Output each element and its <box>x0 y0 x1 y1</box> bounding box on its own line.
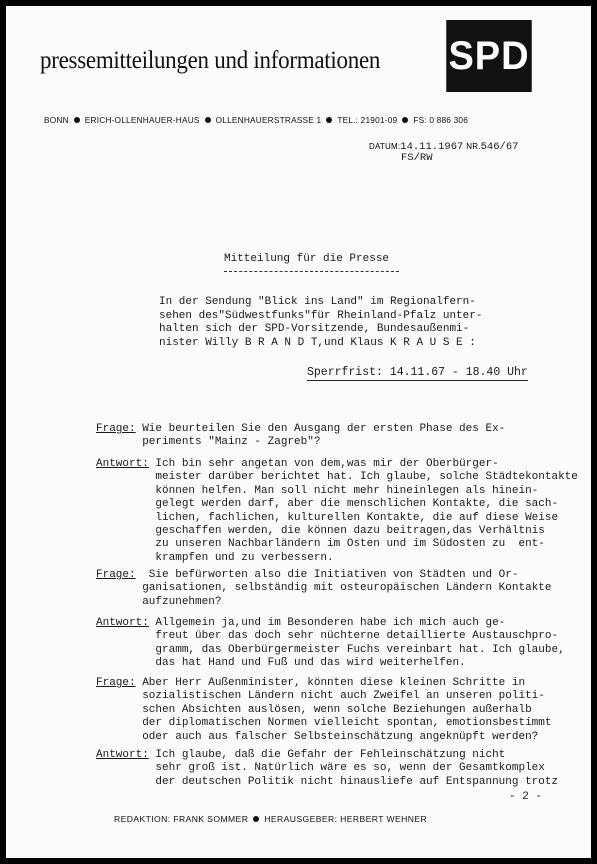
qa-text: Allgemein ja,und im Besonderen habe ich mich auch ge- freut über das doch sehr nüchterne detaillierte Austauschpro- gramm, das Oberbürgermeister Fuchs vereinbart hat. Ich glaube, das hat Hand und Fuß und das wird weiterhelfen. <box>155 617 565 670</box>
qa-block <box>96 617 566 671</box>
qa-block <box>96 569 566 609</box>
bullet-icon <box>402 117 408 123</box>
heading-underline <box>224 271 399 272</box>
datum-label: DATUM: <box>369 142 401 151</box>
nr-value: 546/67 <box>480 141 519 153</box>
address-building: ERICH-OLLENHAUER-HAUS <box>84 115 200 125</box>
qa-block <box>96 423 566 450</box>
qa-text: Wie beurteilen Sie den Ausgang der ersten Phase des Ex- periments "Mainz - Zagreb"? <box>142 423 506 449</box>
address-city: BONN <box>44 115 69 125</box>
qa-text: Ich glaube, daß die Gefahr der Fehleinschätzung nicht sehr groß ist. Natürlich wäre es so, wenn der Gesamtkomplex der deutschen Politik nicht hinausliefe auf Entspannung trotz <box>155 749 559 788</box>
bullet-icon <box>326 117 332 123</box>
page-number: - 2 - <box>509 791 543 803</box>
intro-paragraph: In der Sendung "Blick ins Land" im Regionalfern- sehen des"Südwestfunks"für Rheinland-Pfalz unter- halten sich der SPD-Vorsitzende, Bundesaußenmi- nister Willy B R A N D T,und Klaus K R A U S E : <box>159 296 483 349</box>
qa-label: Antwort: <box>96 749 149 761</box>
bullet-icon <box>253 816 259 822</box>
datum-value: 14.11.1967 <box>400 141 464 153</box>
spd-logo: SPD <box>446 20 532 92</box>
qa-block <box>96 677 566 744</box>
qa-text: Ich bin sehr angetan von dem,was mir der Oberbürger- meister darüber berichtet hat. Ich glaube, solche Städtekontakte können helfen. Man soll nicht mehr hineinlegen als hinein- gelegt werden darf, aber die menschlichen Kontakte, die sach- lichen, fachlichen, kulturellen Kontakte, die auf diese Weise geschaffen werden, die können dazu beitragen,das Verhältnis zu unseren Nachbarländern im Osten und im Südosten zu ent- krampfen und zu verbessern. <box>155 458 578 564</box>
press-release-page <box>6 6 591 858</box>
address-phone: TEL.: 21901-09 <box>337 115 398 125</box>
bullet-icon <box>74 117 80 123</box>
masthead-title: pressemitteilungen und informationen <box>40 47 381 74</box>
address-telex: FS: 0 886 306 <box>413 115 469 125</box>
address-street: OLLENHAUERSTRASSE 1 <box>215 115 322 125</box>
date-line <box>369 140 518 153</box>
qa-label: Frage: <box>96 569 136 581</box>
qa-text: Sie befürworten also die Initiativen von Städten und Or- ganisationen, selbständig mit osteuropäischen Ländern Kontakte aufzunehmen? <box>142 569 552 608</box>
address-line <box>44 115 574 125</box>
qa-label: Antwort: <box>96 617 149 629</box>
qa-block <box>96 458 578 565</box>
qa-block <box>96 749 566 789</box>
qa-label: Antwort: <box>96 458 149 470</box>
qa-label: Frage: <box>96 423 136 435</box>
embargo-notice: Sperrfrist: 14.11.67 - 18.40 Uhr <box>307 366 528 379</box>
reference-code: FS/RW <box>401 152 433 164</box>
qa-label: Frage: <box>96 677 136 689</box>
qa-text: Aber Herr Außenminister, könnten diese kleinen Schritte in sozialistischen Ländern nicht auch Zweifel an unseren politi- schen Absichten auslösen, wenn solche Beziehungen außerhalb der diplomatischen Normen vielleicht spontan, emotionsbestimmt oder auch aus falscher Selbsteinschätzung angeknüpft werden? <box>142 677 552 743</box>
document-heading: Mitteilung für die Presse <box>224 253 390 265</box>
footer <box>114 814 427 824</box>
nr-label: NR. <box>466 142 481 151</box>
footer-editor: REDAKTION: FRANK SOMMER <box>114 814 249 824</box>
bullet-icon <box>205 117 211 123</box>
footer-publisher: HERAUSGEBER: HERBERT WEHNER <box>264 814 428 824</box>
